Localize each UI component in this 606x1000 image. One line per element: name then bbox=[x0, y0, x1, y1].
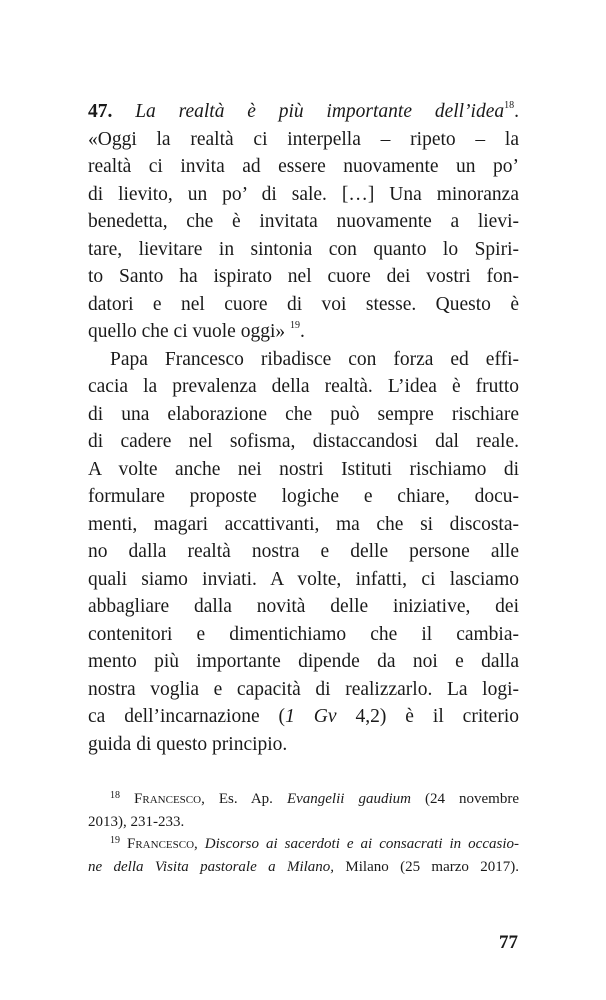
text-line: quello che ci vuole oggi» $^{19}$. bbox=[88, 320, 305, 342]
footnote-18-cont: 2013), 231-233. bbox=[88, 813, 185, 830]
text-line: di una elaborazione che può sempre rischiare bbox=[88, 403, 519, 425]
text-line: mento più importante dipende da noi e dalla bbox=[88, 651, 519, 672]
text-line: ca dell’incarnazione (1 Gv 4,2) è il criterio bbox=[88, 706, 519, 727]
page-number: 77 bbox=[499, 932, 518, 953]
text-line: contenitori e dimentichiamo che il cambia- bbox=[88, 623, 519, 645]
footnote-18: $^{18}$ Francesco, Es. Ap. Evangelii gaudium (24 novembre bbox=[110, 790, 519, 807]
body-text bbox=[88, 98, 519, 758]
section-heading: 47. La realtà è più importante dell’idea$^{18}$. bbox=[88, 100, 519, 122]
footnote-ref[interactable]: 18 bbox=[504, 100, 515, 111]
section-title: La realtà è più importante dell’idea bbox=[135, 101, 505, 122]
text-line: abbagliare dalla novità delle iniziative, dei bbox=[88, 596, 519, 617]
footnote-19: $^{19}$ Francesco, Discorso ai sacerdoti e ai consacrati in occasio- bbox=[110, 835, 519, 852]
text-line: benedetta, che è invitata nuovamente a lievi- bbox=[88, 211, 519, 232]
text-line: di lievito, un po’ di sale. […] Una minoranza bbox=[88, 183, 519, 205]
text-line: realtà ci invita ad essere nuovamente un po’ bbox=[88, 156, 519, 177]
text-line: cacia la prevalenza della realtà. L’idea è frutto bbox=[88, 376, 519, 397]
text-line: datori e nel cuore di voi stesse. Questo è bbox=[88, 293, 519, 315]
text-line: to Santo ha ispirato nel cuore dei vostri fon- bbox=[88, 266, 519, 287]
text-line: «Oggi la realtà ci interpella – ripeto – la bbox=[88, 128, 519, 150]
section-number: 47. bbox=[88, 101, 113, 122]
text-line: formulare proposte logiche e chiare, docu- bbox=[88, 486, 519, 507]
text-line: tare, lievitare in sintonia con quanto lo Spiri- bbox=[88, 238, 519, 260]
footnote-19-cont: ne della Visita pastorale a Milano, Milano (25 marzo 2017). bbox=[88, 858, 519, 875]
text-line: menti, magari accattivanti, ma che si discosta- bbox=[88, 513, 519, 535]
text-line: guida di questo principio. bbox=[88, 733, 288, 755]
footnote-ref[interactable]: 19 bbox=[290, 320, 300, 331]
text-line: di cadere nel sofisma, distaccandosi dal reale. bbox=[88, 431, 519, 452]
text-line: quali siamo inviati. A volte, infatti, ci lasciamo bbox=[88, 568, 519, 590]
text-line: Papa Francesco ribadisce con forza ed effi- bbox=[110, 348, 519, 370]
footnotes bbox=[88, 788, 519, 878]
text-line: nostra voglia e capacità di realizzarlo. La logi- bbox=[88, 678, 519, 700]
text-line: A volte anche nei nostri Istituti rischiamo di bbox=[88, 458, 519, 480]
text-line: no dalla realtà nostra e delle persone alle bbox=[88, 541, 519, 562]
